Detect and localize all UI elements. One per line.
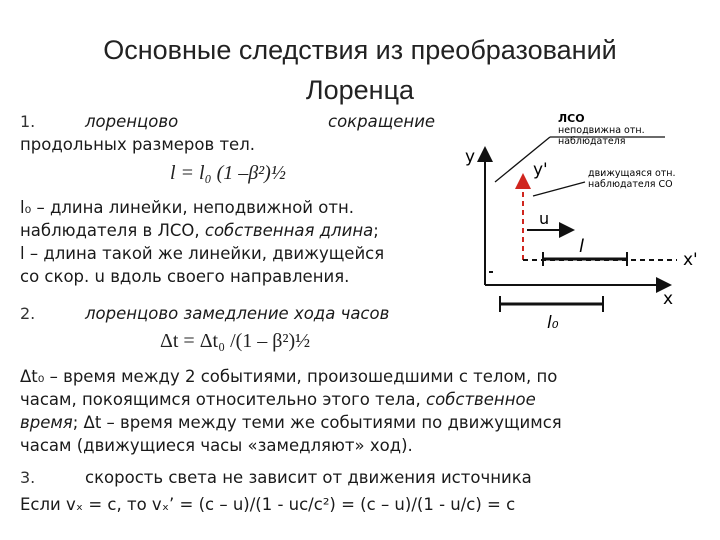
item1-word-b: сокращение [328,112,436,131]
item3-formula: Если vₓ = c, то vₓ’ = (c – u)/(1 - uc/c²) = (c – u)/(1 - u/c) = c [20,495,516,514]
item1-def-l-b: со скор. u вдоль своего направления. [20,267,350,286]
item2-proper-time-a: собственное [426,390,536,409]
item1-def-l0-b-part3: ; [373,221,379,240]
item2-desc-1: Δt₀ – время между 2 событиями, произошедшими с телом, по [20,367,558,386]
item2-desc-4: часам (движущиеся часы «замедляют» ход). [20,436,413,455]
velocity-label: u [539,209,550,228]
moving-desc-1: движущаяся отн. [588,168,676,179]
title-line-1: Основные следствия из преобразований [103,35,617,65]
title-line-2: Лоренца [305,75,415,105]
rest-rod-label: l₀ [547,313,559,333]
item2-desc-2-a: часам, покоящимся относительно этого тела, [20,390,427,409]
item1-line2: продольных размеров тел. [20,135,256,154]
item2-heading: лоренцово замедление хода часов [85,304,390,323]
item2-desc-3-b: ; Δt – время между теми же событиями по движущимся [72,413,562,432]
lso-desc-2: наблюдателя [558,136,626,147]
lso-title: ЛСО [558,112,585,125]
moving-rod-label: l [579,236,585,257]
item2-desc-3 [20,412,562,434]
item1-def-l-a: l – длина такой же линейки, движущейся [20,244,385,263]
item1-def-l0-a: l₀ – длина линейки, неподвижной отн. [20,198,355,217]
item2-number: 2. [20,304,36,323]
item2-proper-time-b: время [20,413,73,432]
item1-def-l0-b [20,220,379,242]
x-prime-axis-label: x' [683,250,698,270]
y-prime-axis-label: y' [533,160,548,180]
item1-def-l0-b-part1: наблюдателя в ЛСО, [20,221,205,240]
lorentz-diagram [455,100,717,340]
moving-desc-2: наблюдателя СО [588,179,673,190]
item1-proper-length: собственная длина [204,221,374,240]
page-title [0,30,720,110]
item1-word-a: лоренцово [85,112,179,131]
x-axis-label: x [663,289,674,309]
item1-formula: l = l₀ (1 –β²)½ [170,162,286,184]
moving-frame-pointer [533,182,585,196]
item3-number: 3. [20,468,36,487]
y-axis-label: y [465,147,476,167]
item3-heading: скорость света не зависит от движения источника [85,468,532,487]
item2-desc-2 [20,389,536,411]
item1-number: 1. [20,112,36,131]
lso-desc-1: неподвижна отн. [558,125,645,136]
item2-formula: Δt = Δt₀ /(1 – β²)½ [160,330,311,352]
